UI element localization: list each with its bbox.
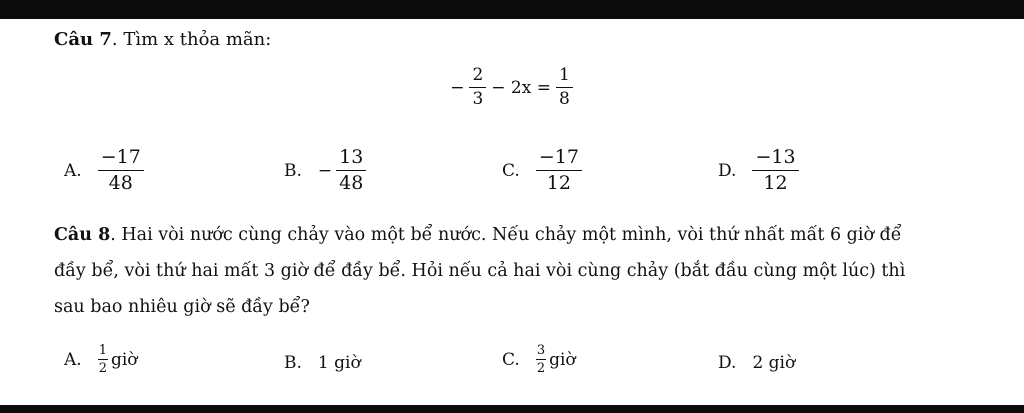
q8-option-a[interactable] xyxy=(64,344,138,375)
q7-option-c[interactable] xyxy=(502,148,582,193)
question-7-equation xyxy=(0,67,1024,108)
question-7-title xyxy=(54,29,271,50)
fraction-denominator: 48 xyxy=(108,172,133,194)
fraction-denominator: 3 xyxy=(472,89,484,109)
option-letter: C. xyxy=(502,349,520,370)
question-8-line-2: đầy bể, vòi thứ hai mất 3 giờ để đầy bể. Hỏi nếu cả hai vòi cùng chảy (bắt đầu cùng một lúc) thì xyxy=(54,261,906,281)
option-minus-sign: − xyxy=(317,160,333,181)
q8-option-b[interactable] xyxy=(284,353,361,373)
option-letter: C. xyxy=(502,160,520,181)
fraction-denominator: 8 xyxy=(558,89,570,109)
q8-option-c[interactable] xyxy=(502,344,576,375)
fraction-denominator: 12 xyxy=(546,172,571,194)
equation-fraction-right xyxy=(556,67,573,108)
fraction-denominator: 12 xyxy=(763,172,788,194)
fraction-numerator: 13 xyxy=(336,148,366,171)
fraction-numerator: 1 xyxy=(98,343,107,358)
option-fraction xyxy=(536,344,546,375)
fraction-numerator: −17 xyxy=(98,148,144,171)
equation-minus-sign: − xyxy=(450,77,465,98)
question-8-text: . Hai vòi nước cùng chảy vào một bể nước. Nếu chảy một mình, vòi thứ nhất mất 6 giờ để xyxy=(110,225,902,245)
option-letter: A. xyxy=(64,349,82,370)
fraction-denominator: 2 xyxy=(98,361,107,376)
option-text: 1 giờ xyxy=(317,353,361,373)
fraction-numerator: −17 xyxy=(536,148,582,171)
option-fraction xyxy=(536,148,582,193)
document-page xyxy=(0,19,1024,405)
option-text: 2 giờ xyxy=(752,353,796,373)
option-letter: A. xyxy=(64,160,82,181)
fraction-numerator: 1 xyxy=(556,67,573,88)
equation-fraction-left xyxy=(469,67,486,108)
top-border xyxy=(0,0,1024,19)
option-fraction xyxy=(336,148,366,193)
equation-middle: − 2x = xyxy=(491,77,551,98)
option-text: giờ xyxy=(549,349,576,370)
q7-option-d[interactable] xyxy=(718,148,799,193)
question-8-line-3: sau bao nhiêu giờ sẽ đầy bể? xyxy=(54,297,310,317)
fraction-denominator: 48 xyxy=(339,172,364,194)
option-text: giờ xyxy=(110,349,138,370)
fraction-numerator: 2 xyxy=(469,67,486,88)
q8-option-d[interactable] xyxy=(718,353,795,373)
q7-option-b[interactable] xyxy=(284,148,366,193)
fraction-numerator: −13 xyxy=(752,148,798,171)
q7-option-a[interactable] xyxy=(64,148,144,193)
question-8-paragraph xyxy=(54,217,914,325)
option-fraction xyxy=(98,344,108,375)
option-letter: B. xyxy=(284,160,302,181)
question-8-number: Câu 8 xyxy=(54,225,111,245)
question-8-line-1 xyxy=(54,217,914,253)
fraction-numerator: 3 xyxy=(536,343,546,358)
option-fraction xyxy=(752,148,798,193)
bottom-border xyxy=(0,405,1024,413)
question-7-number: Câu 7 xyxy=(54,29,112,50)
option-letter: D. xyxy=(718,160,737,181)
fraction-denominator: 2 xyxy=(536,361,546,376)
question-7-text: . Tìm x thỏa mãn: xyxy=(111,29,272,50)
option-letter: D. xyxy=(718,353,737,373)
option-letter: B. xyxy=(284,353,302,373)
option-fraction xyxy=(98,148,144,193)
